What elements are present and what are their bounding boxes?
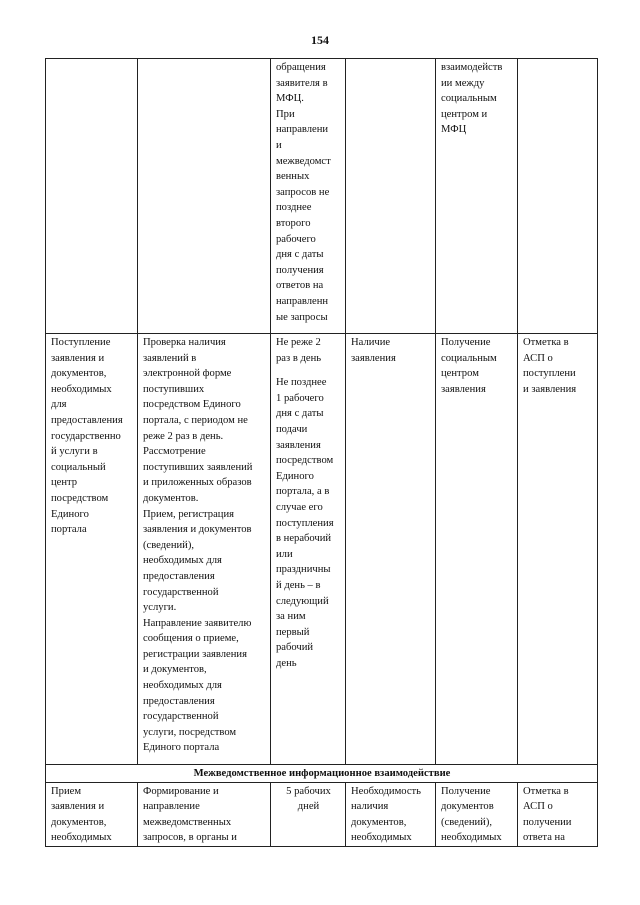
- cell-text-line: наличия: [351, 801, 389, 813]
- cell-text-line: центром: [441, 368, 479, 380]
- cell-text-line: Не реже 2: [276, 337, 321, 348]
- cell-text-line: поступивших: [143, 383, 205, 395]
- cell-text-line: заявителя в: [276, 77, 328, 89]
- cell-text-line: услуги, посредством: [143, 726, 237, 738]
- cell-text-line: получения: [276, 264, 324, 276]
- cell-text-line: необходимых для: [143, 680, 222, 692]
- cell-text-line: документов,: [51, 816, 107, 828]
- cell-basis: [46, 782, 138, 846]
- cell-text-line: Рассмотрение: [143, 446, 206, 458]
- cell-text-line: рабочего: [276, 233, 316, 245]
- cell-text-line: 1 рабочего: [276, 392, 324, 404]
- cell-text-line: венных: [276, 171, 310, 183]
- cell-text-line: Наличие: [351, 337, 391, 348]
- cell-text-line: необходимых: [51, 383, 112, 395]
- cell-text-line: ответов на: [276, 280, 324, 292]
- cell-text-line: Направление заявителю: [143, 617, 252, 629]
- cell-text-line: государственно: [51, 430, 121, 442]
- cell-text-line: (сведений),: [143, 539, 195, 551]
- cell-text-line: социальным: [441, 93, 497, 105]
- cell-text-line: праздничны: [276, 564, 331, 576]
- cell-text-line: портала, а в: [276, 486, 330, 498]
- cell-text-line: центр: [51, 477, 78, 489]
- cell-text-line: межведомственных: [143, 816, 232, 828]
- cell-text-line: социальный: [51, 461, 106, 473]
- cell-text-line: дня с даты: [276, 249, 324, 261]
- cell-text-line: межведомст: [276, 155, 331, 167]
- section-heading: Межведомственное информационное взаимодействие: [46, 765, 598, 783]
- cell-text-line: заявления: [441, 383, 486, 395]
- cell-text-line: необходимых: [441, 832, 502, 844]
- cell-text-line: Необходимость: [351, 785, 422, 797]
- cell-text-line: запросов, в органы и: [143, 832, 237, 844]
- table-section-heading-row: [46, 765, 598, 783]
- cell-result: [436, 334, 518, 765]
- cell-text-line: взаимодейств: [441, 62, 503, 73]
- cell-text-line: Формирование и: [143, 785, 219, 797]
- cell-deadline: [271, 334, 346, 765]
- cell-empty: [138, 59, 271, 334]
- cell-text-line: направлени: [276, 124, 329, 136]
- cell-text-line: 5 рабочих: [286, 785, 331, 797]
- cell-text-line: Единого: [276, 470, 314, 482]
- cell-text-line: При: [276, 108, 295, 120]
- cell-text-line: позднее: [276, 202, 312, 214]
- cell-text-line: для: [51, 399, 67, 411]
- cell-procedure: [138, 782, 271, 846]
- cell-text-line: первый: [276, 626, 310, 638]
- table-row-portal-submission: [46, 334, 598, 765]
- cell-text-line: государственной: [143, 586, 219, 598]
- cell-text-line: посредством: [276, 455, 334, 467]
- cell-text-line: раз в день: [276, 352, 322, 364]
- cell-text-line: ые запросы: [276, 311, 328, 323]
- cell-text-line: направление: [143, 801, 200, 813]
- table-row-continuation: [46, 59, 598, 334]
- cell-text-line: в нерабочий: [276, 533, 332, 545]
- cell-text-line: заявления и: [51, 801, 105, 813]
- cell-text-line: й день – в: [276, 579, 321, 591]
- cell-deadline-continued: [271, 59, 346, 334]
- cell-empty: [346, 59, 436, 334]
- cell-text-line: поступления: [276, 517, 334, 529]
- cell-text-line: Прием, регистрация: [143, 508, 235, 520]
- cell-text-line: портала: [51, 524, 87, 536]
- cell-text-line: документов,: [351, 816, 407, 828]
- table-row-interagency: [46, 782, 598, 846]
- cell-text-line: Поступление: [51, 337, 111, 348]
- cell-text-line: регистрации заявления: [143, 648, 247, 660]
- cell-text-line: обращения: [276, 62, 326, 73]
- cell-text-line: предоставления: [51, 414, 123, 426]
- cell-text-line: направленн: [276, 295, 329, 307]
- cell-text-line: поступивших заявлений: [143, 461, 253, 473]
- cell-text-line: центром и: [441, 108, 488, 120]
- page-number: 154: [311, 33, 329, 47]
- cell-text-line: посредством: [51, 492, 109, 504]
- cell-text-line: посредством Единого: [143, 399, 241, 411]
- cell-text-line: и приложенных образов: [143, 477, 252, 489]
- cell-empty: [518, 59, 598, 334]
- cell-text-line: электронной форме: [143, 368, 232, 380]
- cell-text-line: Отметка в: [523, 337, 569, 348]
- cell-text-line: предоставления: [143, 570, 215, 582]
- cell-text-line: запросов не: [276, 186, 330, 198]
- cell-text-line: документов: [441, 801, 494, 813]
- cell-result: [436, 782, 518, 846]
- cell-text-line: АСП о: [523, 801, 553, 813]
- cell-text-line: получении: [523, 816, 572, 828]
- cell-text-line: заявления и документов: [143, 524, 252, 536]
- cell-text-line: за ним: [276, 611, 306, 623]
- cell-text-line: МФЦ.: [276, 93, 304, 105]
- cell-text-line: и заявления: [523, 383, 577, 395]
- cell-text-line: реже 2 раз в день.: [143, 430, 224, 442]
- cell-empty: [46, 59, 138, 334]
- cell-text-line: Прием: [51, 785, 82, 797]
- cell-text-line: подачи: [276, 423, 308, 435]
- cell-text-line: АСП о: [523, 352, 553, 364]
- cell-text-line: й услуги в: [51, 446, 98, 458]
- cell-text-line: дня с даты: [276, 408, 324, 420]
- cell-text-line: необходимых для: [143, 555, 222, 567]
- cell-text-line: (сведений),: [441, 816, 493, 828]
- cell-criteria: [346, 334, 436, 765]
- cell-text-line: портала, с периодом не: [143, 414, 248, 426]
- cell-text-line: необходимых: [351, 832, 412, 844]
- cell-recording: [518, 782, 598, 846]
- cell-text-line: ответа на: [523, 832, 565, 844]
- cell-text-line: услуги.: [143, 602, 177, 614]
- cell-text-line: социальным: [441, 352, 497, 364]
- cell-text-line: заявления и: [51, 352, 105, 364]
- cell-text-line: рабочий: [276, 642, 314, 654]
- cell-text-line: дней: [297, 801, 320, 813]
- cell-text-line: сообщения о приеме,: [143, 633, 239, 645]
- cell-text-line: или: [276, 548, 293, 560]
- cell-text-line: Получение: [441, 785, 491, 797]
- cell-text-line: необходимых: [51, 832, 112, 844]
- cell-text-line: Единого портала: [143, 742, 220, 754]
- cell-text-line: и: [276, 139, 282, 151]
- cell-text-line: день: [276, 657, 297, 669]
- cell-text-line: поступлени: [523, 368, 576, 380]
- cell-basis: [46, 334, 138, 765]
- cell-text-line: государственной: [143, 711, 219, 723]
- process-table: [45, 58, 598, 847]
- cell-text-line: следующий: [276, 595, 329, 607]
- cell-text-line: второго: [276, 217, 311, 229]
- cell-text-line: документов.: [143, 492, 199, 504]
- cell-text-line: Получение: [441, 337, 491, 348]
- cell-criteria: [346, 782, 436, 846]
- cell-text-line: Проверка наличия: [143, 337, 226, 348]
- cell-text-line: и документов,: [143, 664, 207, 676]
- cell-text-line: случае его: [276, 501, 323, 513]
- cell-result-continued: [436, 59, 518, 334]
- cell-text-line: заявления: [276, 439, 321, 451]
- cell-text-line: МФЦ: [441, 124, 467, 136]
- cell-deadline: [271, 782, 346, 846]
- cell-text-line: Не позднее: [276, 377, 327, 389]
- cell-text-line: заявления: [351, 352, 396, 364]
- cell-text-line: документов,: [51, 368, 107, 380]
- cell-procedure: [138, 334, 271, 765]
- cell-text-line: предоставления: [143, 695, 215, 707]
- cell-text-line: Единого: [51, 508, 89, 520]
- cell-text-line: ии между: [441, 77, 485, 89]
- cell-recording: [518, 334, 598, 765]
- cell-text-line: заявлений в: [143, 352, 197, 364]
- cell-text-line: Отметка в: [523, 785, 569, 797]
